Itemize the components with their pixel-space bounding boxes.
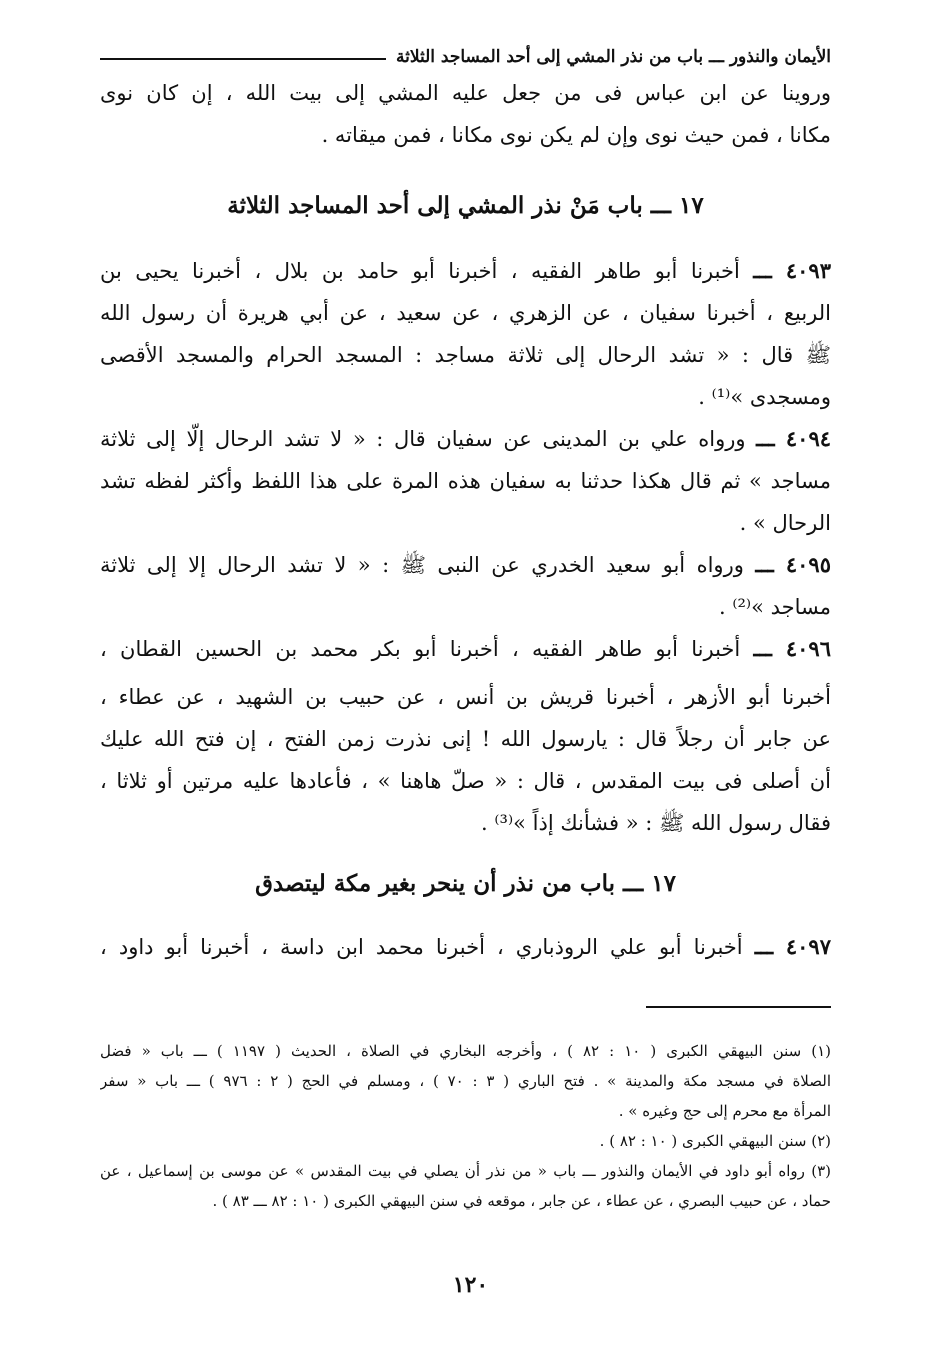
- hadith-text: مساجد »⁽²⁾ .: [718, 595, 831, 619]
- intro-line: مكانا ، فمن حيث نوى وإن لم يكن نوى مكانا ، فمن ميقاته .: [321, 123, 831, 147]
- footnote-line: (١) سنن البيهقي الكبرى ( ١٠ : ٨٢ ) ، وأخرجه البخاري في الصلاة ، الحديث ( ١١٩٧ ) ـــ باب « فضل: [100, 1042, 831, 1060]
- hadith-text: ومسجدى »⁽¹⁾ .: [698, 385, 831, 409]
- running-head-rule: [100, 58, 386, 60]
- hadith-4095: [100, 544, 831, 628]
- hadith-number: ٤٠٩٤ ـــ: [756, 426, 831, 451]
- hadith-text: ﷺ قال : « تشد الرحال إلى ثلاثة مساجد : المسجد الحرام والمسجد الأقصى: [100, 343, 831, 367]
- hadith-text: أخبرنا أبو طاهر الفقيه ، أخبرنا أبو حامد بن بلال ، أخبرنا يحيى بن: [100, 259, 740, 283]
- intro-line: وروينا عن ابن عباس فى من جعل عليه المشي إلى بيت الله ، إن كان نوى: [100, 81, 831, 105]
- hadith-text: أخبرنا أبو علي الروذباري ، أخبرنا محمد ابن داسة ، أخبرنا أبو داود ،: [100, 935, 743, 959]
- hadith-number: ٤٠٩٣ ـــ: [753, 258, 831, 283]
- footnote-line: (٢) سنن البيهقي الكبرى ( ١٠ : ٨٢ ) .: [599, 1132, 831, 1150]
- hadith-number: ٤٠٩٧ ـــ: [754, 934, 831, 959]
- hadith-text: أخبرنا أبو الأزهر ، أخبرنا قريش بن أنس ، عن حبيب بن الشهيد ، عن عطاء ،: [100, 685, 831, 709]
- hadith-text: أخبرنا أبو طاهر الفقيه ، أخبرنا أبو بكر محمد بن الحسين القطان ،: [100, 637, 741, 661]
- footnote-rule: [646, 1006, 831, 1008]
- hadith-4097: [100, 926, 831, 968]
- footnote-line: الصلاة في مسجد مكة والمدينة » . فتح الباري ( ٣ : ٧٠ ) ، ومسلم في الحج ( ٢ : ٩٧٦ ) ـــ باب « سفر: [100, 1072, 831, 1090]
- hadith-text: الرحال » .: [739, 511, 831, 535]
- footnote-line: المرأة مع محرم إلى حج وغيره » .: [618, 1102, 831, 1120]
- footnote-line: حماد ، عن حبيب البصري ، عن عطاء ، عن جابر ، موقعه في سنن البيهقي الكبرى ( ١٠ : ٨٢ ـــ ٨٣ ) .: [212, 1192, 831, 1210]
- page-number: ١٢٠: [452, 1272, 489, 1298]
- section-heading: ١٧ ـــ باب من نذر أن ينحر بغير مكة ليتصدق: [255, 870, 676, 897]
- running-head: [100, 40, 831, 74]
- footnotes: [100, 1036, 831, 1216]
- hadith-4096: [100, 628, 831, 844]
- hadith-text: ورواه أبو سعيد الخدري عن النبى ﷺ : « لا تشد الرحال إلا إلى ثلاثة: [100, 553, 744, 577]
- intro-paragraph: [100, 72, 831, 156]
- hadith-text: فقال رسول الله ﷺ : « فشأنك إذاً »⁽³⁾ .: [481, 811, 831, 835]
- running-head-title: الأيمان والنذور ـــ باب من نذر المشي إلى أحد المساجد الثلاثة: [395, 47, 831, 67]
- hadith-number: ٤٠٩٥ ـــ: [755, 552, 831, 577]
- hadith-text: ورواه علي بن المدينى عن سفيان قال : « لا تشد الرحال إلّا إلى ثلاثة: [100, 427, 746, 451]
- hadith-text: الربيع ، أخبرنا سفيان ، عن الزهري ، عن سعيد ، عن أبي هريرة أن رسول الله: [100, 301, 831, 325]
- hadith-4094: [100, 418, 831, 544]
- section-heading: ١٧ ـــ باب مَنْ نذر المشي إلى أحد المساجد الثلاثة: [227, 192, 704, 219]
- hadith-text: مساجد » ثم قال هكذا حدثنا به سفيان هذه المرة على هذا اللفظ وأكثر لفظه تشد: [100, 469, 831, 493]
- hadith-text: أن أصلى فى بيت المقدس ، قال : « صلّ هاهنا » ، فأعادها عليه مرتين أو ثلاثا ،: [100, 769, 831, 793]
- hadith-text: عن جابر أن رجلاً قال : يارسول الله ! إنى نذرت زمن الفتح ، إن فتح الله عليك: [100, 727, 831, 751]
- hadith-4093: [100, 250, 831, 418]
- hadith-number: ٤٠٩٦ ـــ: [753, 636, 831, 661]
- footnote-line: (٣) رواه أبو داود في الأيمان والنذور ـــ باب « من نذر أن يصلي في بيت المقدس » عن موسى بن إسماعيل ، عن: [100, 1162, 831, 1180]
